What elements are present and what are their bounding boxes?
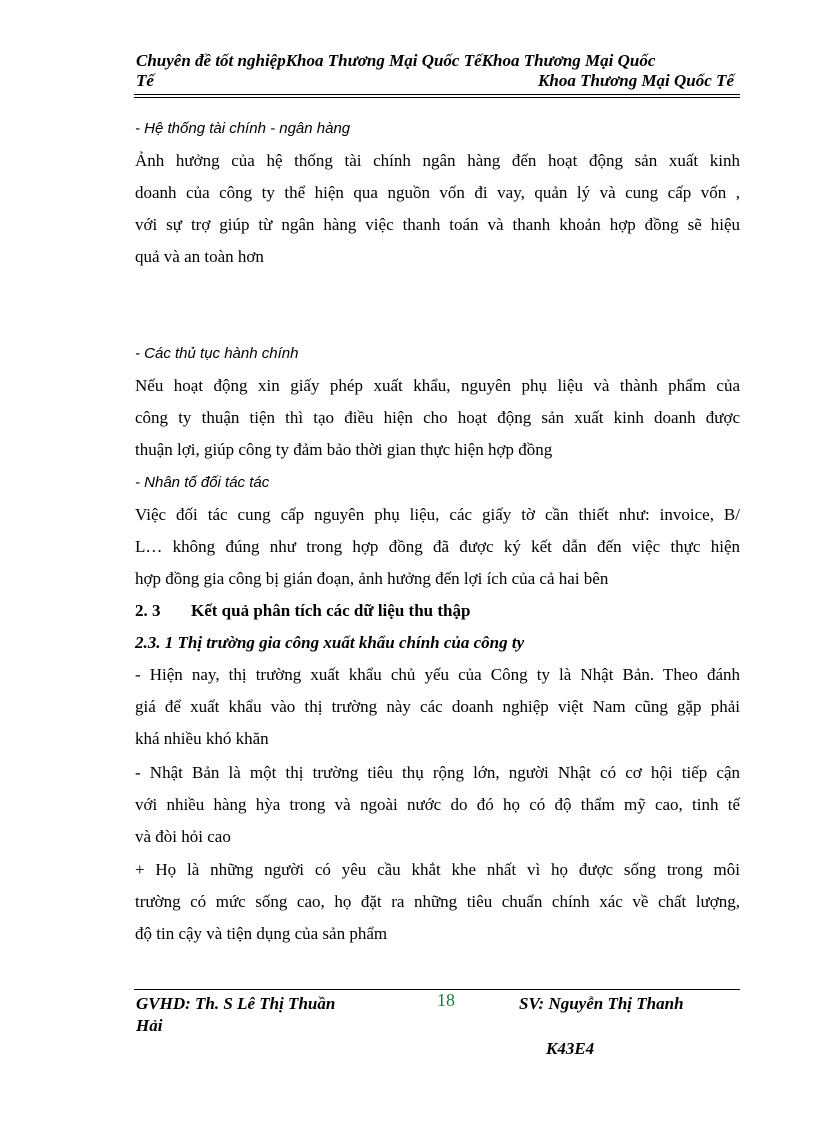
heading-financial-system: - Hệ thống tài chính - ngân hàng — [135, 120, 351, 137]
running-header-line-2-left: Tế — [136, 71, 154, 90]
section-title: Kết quả phân tích các dữ liệu thu thập — [191, 601, 471, 620]
header-rule-thin — [134, 97, 740, 98]
paragraph-line: + Họ là những người có yêu cầu khắt khe nhất vì họ được sống trong môi — [135, 860, 740, 879]
paragraph-line: quả và an toàn hơn — [135, 247, 264, 266]
subsection-heading: 2.3. 1 Thị trường gia công xuất khẩu chính của công ty — [135, 633, 525, 652]
running-header-line-2-right: Khoa Thương Mại Quốc Tế — [538, 71, 734, 90]
paragraph-line: giá để xuất khẩu vào thị trường này các doanh nghiệp việt Nam cũng gặp phải — [135, 697, 740, 716]
paragraph-line: hợp đồng gia công bị gián đoạn, ảnh hưởng đến lợi ích của cả hai bên — [135, 569, 609, 588]
footer-student: SV: Nguyễn Thị Thanh — [519, 994, 684, 1013]
running-header-line-1: Chuyên đề tốt nghiệpKhoa Thương Mại Quốc TếKhoa Thương Mại Quốc — [136, 51, 656, 70]
paragraph-line: với sự trợ giúp từ ngân hàng việc thanh toán và thanh khoản hợp đồng sẽ hiệu — [135, 215, 740, 234]
paragraph-line: L… không đúng như trong hợp đồng đã được ký kết dẫn đến việc thực hiện — [135, 537, 740, 556]
header-rule-thick — [134, 94, 740, 95]
section-number: 2. 3 — [135, 601, 161, 620]
paragraph-line: - Hiện nay, thị trường xuất khẩu chủ yếu của Công ty là Nhật Bản. Theo đánh — [135, 665, 740, 684]
paragraph-line: công ty thuận tiện thì tạo điều hiện cho hoạt động sản xuất kinh doanh được — [135, 408, 740, 427]
page-number: 18 — [437, 990, 455, 1010]
paragraph-line: thuận lợi, giúp công ty đảm bảo thời gian thực hiện hợp đồng — [135, 440, 553, 459]
paragraph-line: trường có mức sống cao, họ đặt ra những tiêu chuẩn chính xác về chất lượng, — [135, 892, 740, 911]
paragraph-line: Ảnh hưởng của hệ thống tài chính ngân hàng đến hoạt động sản xuất kinh — [135, 151, 740, 170]
section-heading — [135, 600, 740, 622]
paragraph-line: khá nhiều khó khăn — [135, 729, 269, 748]
paragraph-line: Nếu hoạt động xin giấy phép xuất khẩu, nguyên phụ liệu và thành phẩm của — [135, 376, 740, 395]
heading-partner-factor: - Nhân tố đối tác tác — [135, 474, 270, 491]
footer-student-class: K43E4 — [546, 1039, 595, 1058]
paragraph-line: Việc đối tác cung cấp nguyên phụ liệu, các giấy tờ cần thiết như: invoice, B/ — [135, 505, 740, 524]
paragraph-line: độ tin cậy và tiện dụng của sản phẩm — [135, 924, 388, 943]
heading-administrative-procedures: - Các thủ tục hành chính — [135, 345, 299, 362]
paragraph-line: - Nhật Bản là một thị trường tiêu thụ rộng lớn, người Nhật có cơ hội tiếp cận — [135, 763, 740, 782]
paragraph-line: và đòi hỏi cao — [135, 827, 231, 846]
footer-advisor: GVHD: Th. S Lê Thị Thuần — [136, 994, 336, 1013]
footer-advisor-continued: Hải — [136, 1016, 163, 1035]
paragraph-line: với nhiều hàng hỳa trong và ngoài nước do đó họ có độ thẩm mỹ cao, tinh tế — [135, 795, 740, 814]
paragraph-line: doanh của công ty thể hiện qua nguồn vốn đi vay, quản lý và cung cấp vốn , — [135, 183, 740, 202]
